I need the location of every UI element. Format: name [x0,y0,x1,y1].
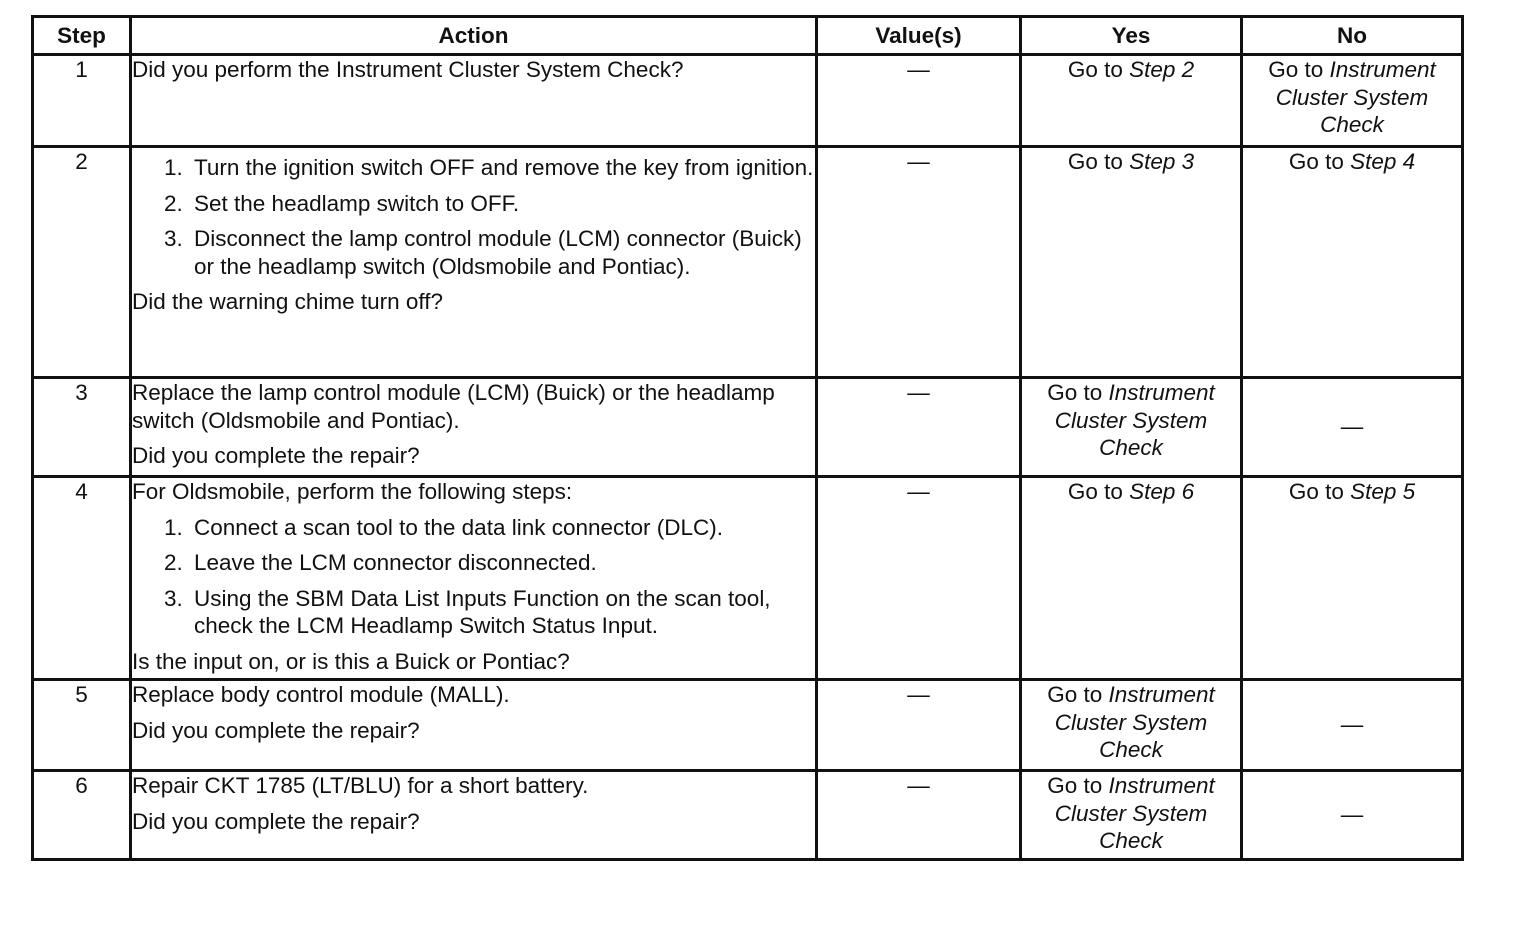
action-question: Did you complete the repair? [132,443,420,468]
list-item: 3. Using the SBM Data List Inputs Function on the scan tool, check the LCM Headlamp Switch Status Input. [189,585,815,640]
value-cell [817,147,1021,378]
value-dash: — [907,380,930,405]
no-cell [1242,55,1463,147]
action-text: Replace body control module (MALL). [132,682,510,707]
value-cell [817,680,1021,771]
yes-prefix: Go to [1047,773,1109,798]
yes-target: Step 2 [1129,57,1195,82]
yes-prefix: Go to [1047,380,1109,405]
yes-target: Step 6 [1129,479,1195,504]
table-row [33,477,1463,680]
yes-cell [1021,378,1242,477]
no-prefix: Go to [1288,479,1351,504]
table-row [33,147,1463,378]
value-cell [817,771,1021,860]
value-dash: — [907,682,930,707]
value-dash: — [907,479,930,504]
action-cell [131,55,817,147]
yes-target: Instrument Cluster System Check [1054,380,1215,460]
value-cell [817,55,1021,147]
step-number: 3 [33,378,131,477]
action-cell [131,680,817,771]
header-action: Action [131,17,817,55]
no-cell [1242,147,1463,378]
value-dash: — [907,149,930,174]
table-row [33,55,1463,147]
no-target: Step 4 [1350,149,1416,174]
yes-cell [1021,477,1242,680]
yes-target: Instrument Cluster System Check [1054,682,1215,762]
value-cell [817,477,1021,680]
step-number: 5 [33,680,131,771]
value-dash: — [907,773,930,798]
no-dash: — [1340,414,1364,440]
table-row [33,771,1463,860]
action-list [132,514,815,640]
step-number: 4 [33,477,131,680]
action-cell [131,378,817,477]
yes-cell [1021,55,1242,147]
diagnostic-table [31,15,1464,861]
step-number: 6 [33,771,131,860]
action-text: Did you perform the Instrument Cluster System Check? [132,57,684,82]
list-item: 1. Connect a scan tool to the data link connector (DLC). [189,514,815,542]
header-no: No [1242,17,1463,55]
value-cell [817,378,1021,477]
value-dash: — [907,57,930,82]
action-question: Did you complete the repair? [132,808,420,834]
yes-cell [1021,771,1242,860]
yes-prefix: Go to [1067,149,1130,174]
action-cell [131,477,817,680]
action-question: Did the warning chime turn off? [132,289,444,314]
step-number: 1 [33,55,131,147]
no-cell [1242,680,1463,771]
no-prefix: Go to [1268,57,1330,82]
list-item: 1. Turn the ignition switch OFF and remove the key from ignition. [189,154,815,182]
action-question: Did you complete the repair? [132,717,420,743]
action-text: Replace the lamp control module (LCM) (Buick) or the headlamp switch (Oldsmobile and Pontiac). [132,380,775,433]
action-cell [131,771,817,860]
yes-prefix: Go to [1067,57,1130,82]
no-target: Step 5 [1350,479,1416,504]
no-prefix: Go to [1288,149,1351,174]
no-cell [1242,378,1463,477]
yes-prefix: Go to [1047,682,1109,707]
header-yes: Yes [1021,17,1242,55]
list-item: 3. Disconnect the lamp control module (LCM) connector (Buick) or the headlamp switch (Oldsmobile and Pontiac). [189,225,815,280]
no-dash: — [1340,802,1364,828]
action-text: Repair CKT 1785 (LT/BLU) for a short battery. [132,773,589,798]
no-dash: — [1340,712,1364,738]
table-row [33,378,1463,477]
list-item: 2. Leave the LCM connector disconnected. [189,549,815,577]
action-list [132,154,815,280]
header-values: Value(s) [817,17,1021,55]
header-step: Step [33,17,131,55]
action-intro: For Oldsmobile, perform the following steps: [132,479,573,504]
list-item: 2. Set the headlamp switch to OFF. [189,190,815,218]
table-row [33,680,1463,771]
yes-cell [1021,680,1242,771]
action-question: Is the input on, or is this a Buick or Pontiac? [132,648,570,674]
yes-target: Instrument Cluster System Check [1054,773,1215,853]
no-target: Instrument Cluster System Check [1275,57,1436,137]
yes-cell [1021,147,1242,378]
step-number: 2 [33,147,131,378]
no-cell [1242,771,1463,860]
yes-prefix: Go to [1067,479,1130,504]
no-cell [1242,477,1463,680]
yes-target: Step 3 [1129,149,1195,174]
action-cell [131,147,817,378]
header-row [33,17,1463,55]
